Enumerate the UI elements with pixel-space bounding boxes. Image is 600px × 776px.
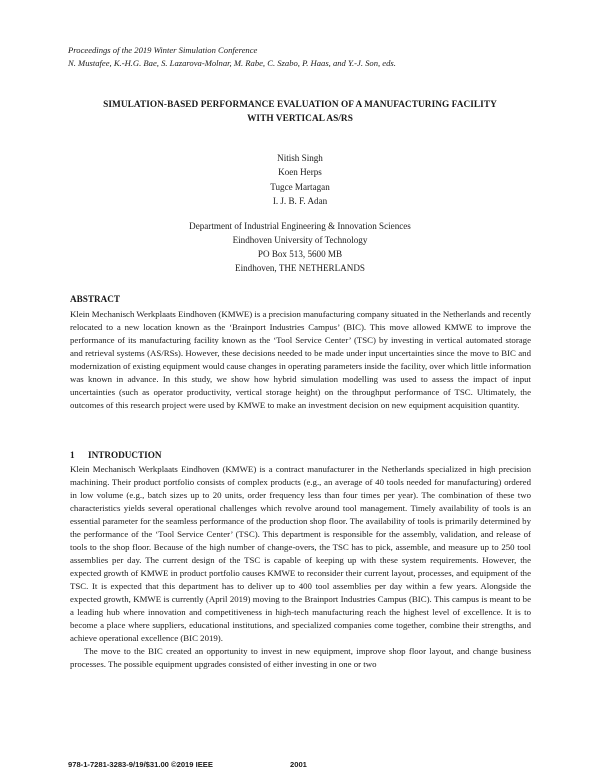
author-name: Tugce Martagan [270, 181, 330, 192]
affiliation-pobox: PO Box 513, 5600 MB [257, 249, 343, 260]
proceedings-editors: N. Mustafee, K.-H.G. Bae, S. Lazarova-Molnar, M. Rabe, C. Szabo, P. Haas, and Y.-J. Son, eds. [68, 58, 396, 69]
author-name: I. J. B. F. Adan [272, 195, 328, 206]
author-name: Nitish Singh [277, 153, 323, 163]
page-number: 2001 [290, 760, 307, 769]
section-number: 1 [70, 450, 75, 460]
affiliation-university: Eindhoven University of Technology [232, 235, 368, 246]
author-list [60, 151, 540, 208]
author-name: Koen Herps [278, 167, 322, 178]
introduction-paragraph-1: Klein Mechanisch Werkplaats Eindhoven (KMWE) is a contract manufacturer in the Netherlands specialized in high precision machining. Their product portfolio consists of complex products (e.g., an average of 40 tools needed for manufacturing) ordered in low volume (e.g., batch sizes up to 20 units, order frequency less than four times per year). The combination of these two characteristics yields several operational challenges which revolve around tool management. Timely availability of tools is an essential parameter for the seamless performance of the production shop floor. The availability of tools is primarily determined by the performance of the ‘Tool Service Center’ (TSC). This department is responsible for the assembly, validation, and release of tools to the shop floor. Because of the high number of change-overs, the TSC has to pick, assemble, and measure up to 250 tool assemblies per day. The current design of the TSC is capable of keeping up with these system requirements. However, the expected growth of KMWE in product portfolio causes KMWE to reconsider their current layout, processes, and equipment of the TSC. It is expected that this department has to deliver up to 400 tool assemblies per day within a few years. Alongside the expected growth, KMWE is currently (April 2019) moving to the Brainport Industries Campus (BIC). This campus is meant to be a leading hub where innovation and competitiveness in high-tech manufacturing reach the highest level of excellence. It is to become a place where suppliers, educational institutions, and specialized companies come together, combine their strengths, and achieve operational excellence (BIC 2019). [70, 464, 531, 643]
affiliation-department: Department of Industrial Engineering & Innovation Sciences [189, 221, 411, 231]
proceedings-title: Proceedings of the 2019 Winter Simulation Conference [68, 45, 258, 55]
paper-title [60, 99, 540, 126]
section-heading-introduction [70, 450, 162, 460]
proceedings-header [68, 44, 548, 70]
affiliation [60, 219, 540, 275]
introduction-body [70, 463, 531, 671]
footer-copyright: 978-1-7281-3283-9/19/$31.00 ©2019 IEEE [68, 760, 213, 769]
abstract-text: Klein Mechanisch Werkplaats Eindhoven (KMWE) is a precision manufacturing company situated in the Netherlands and recently relocated to a new location known as the ‘Brainport Industries Campus’ (BIC). This move allowed KMWE to improve the performance of its manufacturing facility known as the ‘Tool Service Center’ (TSC) by investing in vertical automated storage and retrieval systems (AS/RSs). However, these decisions needed to be made under input uncertainties since the move to BIC and modernization of existing equipment would cause changes in operating parameters inside the facility, over which little information was known in advance. In this study, we show how hybrid simulation modelling was used to assess the impact of input uncertainties (such as operator productivity, vertical storage height) on the throughput performance of TSC. Ultimately, the outcomes of this research project were used by KMWE to make an investment decision on new equipment acquisition quantity. [70, 309, 531, 410]
introduction-paragraph-2: The move to the BIC created an opportunity to invest in new equipment, improve shop floor layout, and change business processes. The possible equipment upgrades consisted of either investing in one or two [70, 646, 531, 669]
affiliation-city: Eindhoven, THE NETHERLANDS [235, 263, 365, 274]
paper-title-line-2: WITH VERTICAL AS/RS [247, 113, 353, 124]
abstract-heading: ABSTRACT [70, 294, 121, 304]
paper-title-line-1: SIMULATION-BASED PERFORMANCE EVALUATION OF A MANUFACTURING FACILITY [103, 100, 497, 110]
section-title: INTRODUCTION [88, 450, 162, 460]
